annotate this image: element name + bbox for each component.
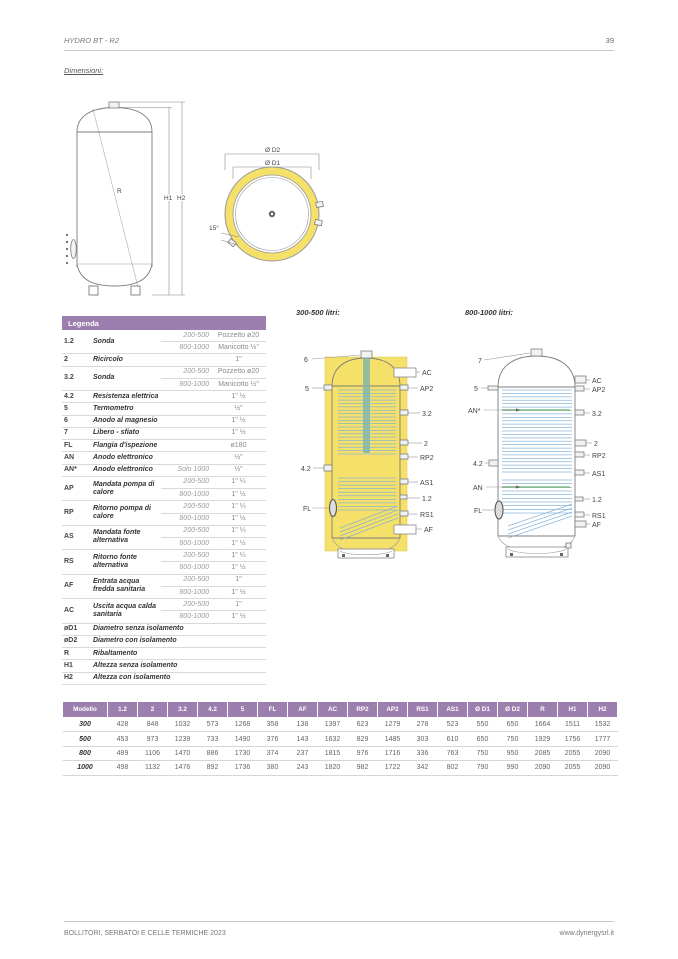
- inspection-flange: [330, 500, 337, 517]
- models-table: [62, 701, 618, 776]
- value-cell: 358: [258, 718, 288, 732]
- value-cell: 750: [468, 746, 498, 760]
- port-label-7: 7: [478, 358, 482, 365]
- value-cell: 976: [348, 746, 378, 760]
- column-header: Ø D1: [468, 702, 498, 718]
- value-cell: 1815: [318, 746, 348, 760]
- value-cell: 453: [108, 732, 138, 746]
- legend-range: 200-500: [161, 599, 211, 611]
- legend-name: Anodo elettronico: [91, 464, 161, 476]
- port-label-rp2: RP2: [420, 455, 434, 462]
- anode-bands: [502, 410, 570, 487]
- legend-range: 800-1000: [161, 342, 211, 354]
- legend-note: Solo 1000: [161, 464, 211, 476]
- value-cell: 610: [438, 732, 468, 746]
- value-cell: 523: [438, 718, 468, 732]
- column-header: 5: [228, 702, 258, 718]
- legend-value: Manicotto ½": [211, 342, 266, 354]
- port-label-1.2: 1.2: [592, 497, 602, 504]
- legend-value: 1" ¼: [211, 476, 266, 488]
- legend-value: 1" ¼: [211, 550, 266, 562]
- legend-name: Flangia d'ispezione: [91, 440, 161, 452]
- legend-code: 7: [62, 427, 91, 439]
- value-cell: 1632: [318, 732, 348, 746]
- center-fitting-hole: [271, 213, 273, 215]
- value-cell: 342: [408, 761, 438, 775]
- legend-range: 800-1000: [161, 611, 211, 623]
- value-cell: 1470: [168, 746, 198, 760]
- port-label-2: 2: [424, 441, 428, 448]
- value-cell: 1777: [588, 732, 618, 746]
- legend-note: [161, 440, 211, 452]
- column-header: RP2: [348, 702, 378, 718]
- legend-row: [62, 330, 266, 342]
- legend-range: 200-500: [161, 550, 211, 562]
- value-cell: 886: [198, 746, 228, 760]
- value-cell: 750: [498, 732, 528, 746]
- legend-name: Ricircolo: [91, 354, 161, 366]
- value-cell: 2090: [588, 746, 618, 760]
- value-cell: 1929: [528, 732, 558, 746]
- legend-name: Ritorno fonte alternativa: [91, 550, 161, 574]
- legend-row: [62, 403, 266, 415]
- port-label-fl: FL: [303, 506, 312, 513]
- port-label-5: 5: [474, 386, 478, 393]
- column-header: AS1: [438, 702, 468, 718]
- column-header: 2: [138, 702, 168, 718]
- legend-range: 200-500: [161, 525, 211, 537]
- value-cell: 1736: [228, 761, 258, 775]
- value-cell: 138: [288, 718, 318, 732]
- column-header: H1: [558, 702, 588, 718]
- legend-value: 1" ½: [211, 611, 266, 623]
- magnesium-anode: [363, 358, 370, 453]
- footer-left-text: BOLLITORI, SERBATOI E CELLE TERMICHE 2023: [64, 930, 226, 937]
- value-cell: 1716: [378, 746, 408, 760]
- port-label-an: AN: [473, 485, 483, 492]
- legend-row: [62, 672, 266, 684]
- value-cell: 2055: [558, 746, 588, 760]
- table-row: [63, 718, 618, 732]
- legend-code: FL: [62, 440, 91, 452]
- legend-row: [62, 574, 266, 586]
- port-label-ac: AC: [592, 378, 602, 385]
- legend-row: [62, 366, 266, 378]
- legend-code: RS: [62, 550, 91, 574]
- value-cell: 1730: [228, 746, 258, 760]
- legend-code: 5: [62, 403, 91, 415]
- value-cell: 237: [288, 746, 318, 760]
- port-label-6: 6: [304, 357, 308, 364]
- legend-code: AN*: [62, 464, 91, 476]
- legend-range: 800-1000: [161, 513, 211, 525]
- legend-value: 1": [211, 354, 266, 366]
- legend-name: Libero - sfiato: [91, 427, 161, 439]
- table-row: [63, 746, 618, 760]
- value-cell: 303: [408, 732, 438, 746]
- value-cell: 829: [348, 732, 378, 746]
- legend-row: [62, 354, 266, 366]
- h1-label: H1: [164, 195, 173, 202]
- legend-name: Sonda: [91, 366, 161, 390]
- legend-value: 1" ¼: [211, 525, 266, 537]
- page-number: 39: [605, 36, 614, 45]
- value-cell: 848: [138, 718, 168, 732]
- dimensions-label: Dimensioni:: [64, 66, 104, 75]
- legend-value: ø180: [211, 440, 266, 452]
- tank-diagram-300-500: [296, 330, 448, 562]
- value-cell: 1239: [168, 732, 198, 746]
- column-header: AF: [288, 702, 318, 718]
- legend-code: H1: [62, 660, 91, 672]
- port-label-1.2: 1.2: [422, 496, 432, 503]
- value-cell: 278: [408, 718, 438, 732]
- footer-right-text: www.dynergysrl.it: [559, 930, 614, 937]
- legend-value: 1" ½: [211, 391, 266, 403]
- model-cell: 1000: [63, 761, 108, 775]
- legend-name: Mandata pompa di calore: [91, 476, 161, 500]
- legend-row: [62, 623, 266, 635]
- column-header: AC: [318, 702, 348, 718]
- legend-range: 800-1000: [161, 537, 211, 549]
- legend-row: [62, 415, 266, 427]
- value-cell: 489: [108, 746, 138, 760]
- legend-value: 1" ¼: [211, 501, 266, 513]
- page-header: [64, 36, 614, 51]
- legend-code: R: [62, 648, 91, 660]
- value-cell: 1820: [318, 761, 348, 775]
- legend-code: AC: [62, 599, 91, 623]
- legend-name: Diametro senza isolamento: [91, 623, 266, 635]
- column-header: R: [528, 702, 558, 718]
- value-cell: 802: [438, 761, 468, 775]
- legend-range: 200-500: [161, 501, 211, 513]
- legend-name: Anodo elettronico: [91, 452, 161, 464]
- value-cell: 1532: [588, 718, 618, 732]
- value-cell: 1664: [528, 718, 558, 732]
- legend-value: 1" ½: [211, 562, 266, 574]
- legend: [62, 316, 266, 685]
- legend-code: AS: [62, 525, 91, 549]
- legend-code: øD2: [62, 635, 91, 647]
- legend-value: 1" ½: [211, 537, 266, 549]
- tank-outline: [77, 102, 152, 295]
- legend-row: [62, 440, 266, 452]
- legend-value: 1": [211, 574, 266, 586]
- legend-range: 800-1000: [161, 378, 211, 390]
- dimension-lines: [116, 102, 185, 295]
- legend-value: 1" ½: [211, 427, 266, 439]
- tank-side-view-drawing: [60, 95, 208, 305]
- model-cell: 800: [63, 746, 108, 760]
- column-header: RS1: [408, 702, 438, 718]
- page-title: HYDRO BT - R2: [64, 36, 120, 45]
- port-label-3.2: 3.2: [422, 411, 432, 418]
- column-header: Modello: [63, 702, 108, 718]
- legend-code: RP: [62, 501, 91, 525]
- legend-note: [161, 354, 211, 366]
- legend-range: 200-500: [161, 574, 211, 586]
- legend-value: 1" ½: [211, 415, 266, 427]
- legend-title: Legenda: [62, 316, 266, 330]
- legend-value: 1" ½: [211, 513, 266, 525]
- radius-label: R: [117, 188, 122, 195]
- legend-code: 6: [62, 415, 91, 427]
- legend-name: Anodo al magnesio: [91, 415, 161, 427]
- legend-row: [62, 635, 266, 647]
- value-cell: 1106: [138, 746, 168, 760]
- column-header: AP2: [378, 702, 408, 718]
- port-label-4.2: 4.2: [473, 461, 483, 468]
- legend-range: 200-500: [161, 330, 211, 342]
- port-label-as1: AS1: [420, 480, 434, 487]
- legend-note: [161, 427, 211, 439]
- legend-note: [161, 415, 211, 427]
- lower-coil: [502, 480, 572, 513]
- tank-diagram-800-1000: [462, 330, 622, 562]
- inspection-flange: [495, 501, 503, 519]
- legend-name: Entrata acqua fredda sanitaria: [91, 574, 161, 598]
- legend-value: 1": [211, 599, 266, 611]
- legend-row: [62, 464, 266, 476]
- value-cell: 1132: [138, 761, 168, 775]
- value-cell: 733: [198, 732, 228, 746]
- legend-note: [161, 403, 211, 415]
- value-cell: 380: [258, 761, 288, 775]
- legend-name: Diametro con isolamento: [91, 635, 266, 647]
- legend-code: 2: [62, 354, 91, 366]
- value-cell: 2055: [558, 761, 588, 775]
- port-label-rs1: RS1: [592, 513, 606, 520]
- column-header: 1.2: [108, 702, 138, 718]
- legend-value: ½": [211, 464, 266, 476]
- value-cell: 243: [288, 761, 318, 775]
- value-cell: 982: [348, 761, 378, 775]
- angle-label: 15°: [209, 225, 219, 232]
- legend-value: 1" ½: [211, 586, 266, 598]
- legend-row: [62, 660, 266, 672]
- port-label-5: 5: [305, 386, 309, 393]
- legend-name: Sonda: [91, 330, 161, 354]
- legend-code: AN: [62, 452, 91, 464]
- side-fittings: [66, 234, 76, 264]
- legend-name: Altezza senza isolamento: [91, 660, 266, 672]
- value-cell: 143: [288, 732, 318, 746]
- legend-name: Uscita acqua calda sanitaria: [91, 599, 161, 623]
- value-cell: 950: [498, 746, 528, 760]
- legend-name: Termometro: [91, 403, 161, 415]
- value-cell: 336: [408, 746, 438, 760]
- h2-label: H2: [177, 195, 186, 202]
- legend-table-body: [62, 330, 266, 684]
- legend-value: Pozzetto ø20: [211, 330, 266, 342]
- tilt-radius-line: [93, 109, 138, 287]
- value-cell: 498: [108, 761, 138, 775]
- value-cell: 2090: [528, 761, 558, 775]
- model-cell: 300: [63, 718, 108, 732]
- value-cell: 1511: [558, 718, 588, 732]
- value-cell: 1397: [318, 718, 348, 732]
- diagram-title-300-500: 300-500 litri:: [296, 308, 340, 317]
- port-label-rp2: RP2: [592, 453, 606, 460]
- port-label-2: 2: [594, 441, 598, 448]
- value-cell: 428: [108, 718, 138, 732]
- table-row: [63, 761, 618, 775]
- legend-range: 800-1000: [161, 489, 211, 501]
- legend-name: Altezza con isolamento: [91, 672, 266, 684]
- models-table-body: [63, 718, 618, 776]
- legend-value: ½": [211, 452, 266, 464]
- value-cell: 376: [258, 732, 288, 746]
- port-label-3.2: 3.2: [592, 411, 602, 418]
- legend-value: Manicotto ½": [211, 378, 266, 390]
- port-label-an-star: AN*: [468, 408, 481, 415]
- legend-row: [62, 476, 266, 488]
- value-cell: 550: [468, 718, 498, 732]
- value-cell: 1268: [228, 718, 258, 732]
- legend-name: Mandata fonte alternativa: [91, 525, 161, 549]
- value-cell: 623: [348, 718, 378, 732]
- column-header: 4.2: [198, 702, 228, 718]
- legend-table: [62, 330, 266, 685]
- value-cell: 1490: [228, 732, 258, 746]
- models-header-row: [63, 702, 618, 718]
- upper-coil: [502, 390, 572, 472]
- port-label-af: AF: [592, 522, 601, 529]
- value-cell: 1032: [168, 718, 198, 732]
- legend-row: [62, 427, 266, 439]
- diagram-title-800-1000: 800-1000 litri:: [465, 308, 513, 317]
- legend-range: 800-1000: [161, 562, 211, 574]
- column-header: FL: [258, 702, 288, 718]
- value-cell: 990: [498, 761, 528, 775]
- port-label-rs1: RS1: [420, 512, 434, 519]
- legend-range: 200-500: [161, 476, 211, 488]
- d1-label: Ø D1: [265, 160, 281, 167]
- legend-range: 200-500: [161, 366, 211, 378]
- legend-code: øD1: [62, 623, 91, 635]
- page-footer: [64, 921, 614, 937]
- legend-row: [62, 550, 266, 562]
- port-label-fl: FL: [474, 508, 483, 515]
- legend-code: AP: [62, 476, 91, 500]
- port-label-as1: AS1: [592, 471, 606, 478]
- legend-value: Pozzetto ø20: [211, 366, 266, 378]
- value-cell: 374: [258, 746, 288, 760]
- legend-range: 800-1000: [161, 586, 211, 598]
- value-cell: 973: [138, 732, 168, 746]
- legend-code: 1.2: [62, 330, 91, 354]
- legend-row: [62, 599, 266, 611]
- value-cell: 1722: [378, 761, 408, 775]
- model-cell: 500: [63, 732, 108, 746]
- table-row: [63, 732, 618, 746]
- legend-note: [161, 452, 211, 464]
- port-label-ac: AC: [422, 370, 432, 377]
- legend-code: AF: [62, 574, 91, 598]
- legend-value: 1" ½: [211, 489, 266, 501]
- d2-label: Ø D2: [265, 147, 281, 154]
- legend-row: [62, 648, 266, 660]
- legend-name: Resistenza elettrica: [91, 391, 161, 403]
- value-cell: 790: [468, 761, 498, 775]
- tank-top-view-drawing: [208, 132, 343, 267]
- value-cell: 1279: [378, 718, 408, 732]
- legend-row: [62, 452, 266, 464]
- value-cell: 1476: [168, 761, 198, 775]
- value-cell: 1756: [558, 732, 588, 746]
- models-table-section: [62, 701, 618, 776]
- legend-name: Ritorno pompa di calore: [91, 501, 161, 525]
- port-label-ap2: AP2: [592, 387, 606, 394]
- value-cell: 650: [498, 718, 528, 732]
- value-cell: 650: [468, 732, 498, 746]
- legend-name: Ribaltamento: [91, 648, 266, 660]
- value-cell: 2085: [528, 746, 558, 760]
- column-header: Ø D2: [498, 702, 528, 718]
- value-cell: 1485: [378, 732, 408, 746]
- legend-value: ½": [211, 403, 266, 415]
- port-label-ap2: AP2: [420, 386, 434, 393]
- value-cell: 763: [438, 746, 468, 760]
- port-label-af: AF: [424, 527, 433, 534]
- value-cell: 892: [198, 761, 228, 775]
- legend-code: 4.2: [62, 391, 91, 403]
- value-cell: 2090: [588, 761, 618, 775]
- port-label-4.2: 4.2: [301, 466, 311, 473]
- column-header: H2: [588, 702, 618, 718]
- legend-row: [62, 391, 266, 403]
- legend-note: [161, 391, 211, 403]
- legend-code: H2: [62, 672, 91, 684]
- legend-row: [62, 501, 266, 513]
- legend-code: 3.2: [62, 366, 91, 390]
- value-cell: 573: [198, 718, 228, 732]
- legend-row: [62, 525, 266, 537]
- column-header: 3.2: [168, 702, 198, 718]
